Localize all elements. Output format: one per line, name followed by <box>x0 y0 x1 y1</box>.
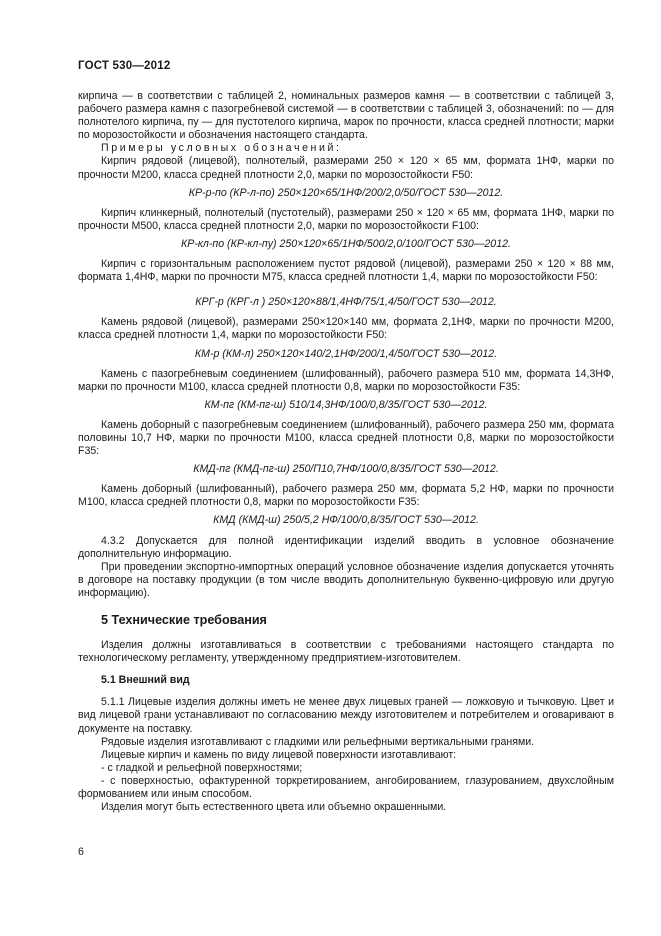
list-item: - с гладкой и рельефной поверхностями; <box>101 761 303 774</box>
paragraph: Изделия должны изготавливаться в соответствии с требованиями настоящего стандарта по технологическому регламенту, утвержденному предприятием-изготовителем. <box>78 639 614 665</box>
page-number: 6 <box>78 846 84 858</box>
paragraph: Изделия могут быть естественного цвета или объемно окрашенными. <box>101 801 447 814</box>
example-text: Кирпич рядовой (лицевой), полнотелый, размерами 250 × 120 × 65 мм, формата 1НФ, марки по прочности М200, класса средней плотности 2,0, марки по морозостойкости F50: <box>78 155 614 181</box>
examples-heading: Примеры условных обозначений: <box>101 142 342 155</box>
subsection-heading: 5.1 Внешний вид <box>101 674 190 687</box>
example-code: КМД-пг (КМД-пг-ш) 250/П10,7НФ/100/0,8/35/ГОСТ 530—2012. <box>193 463 499 476</box>
example-code: КР-р-по (КР-л-по) 250×120×65/1НФ/200/2,0/50/ГОСТ 530—2012. <box>188 186 504 199</box>
example-text: Камень доборный с пазогребневым соединением (шлифованный), рабочего размера 250 мм, формата половины 10,7 НФ, марки по прочности М100, класса средней плотности 0,8, марки по морозостойкости F35: <box>78 418 614 458</box>
example-text: Камень доборный (шлифованный), рабочего размера 250 мм, формата 5,2 НФ, марки по прочности М100, класса средней плотности 0,8, марки по морозостойкости F35: <box>78 483 614 509</box>
section-heading: 5 Технические требования <box>101 613 267 627</box>
clause-5-1-1: 5.1.1 Лицевые изделия должны иметь не менее двух лицевых граней — ложковую и тычковую. Цвет и вид лицевой грани устанавливают по согласованию между изготовителем и потребителем и оговаривают в документе на поставку. <box>78 696 614 735</box>
example-text: Камень с пазогребневым соединением (шлифованный), рабочего размера 510 мм, формата 14,3НФ, марки по прочности М100, класса средней плотности 0,8, марки по морозостойкости F35: <box>78 367 614 393</box>
example-code: КР-кл-по (КР-кл-пу) 250×120×65/1НФ/500/2,0/100/ГОСТ 530—2012. <box>181 237 511 250</box>
paragraph: При проведении экспортно-импортных операций условное обозначение изделия допускается уточнять в договоре на поставку продукции (в том числе вводить дополнительную буквенно-цифровую или другую информацию). <box>78 560 614 599</box>
paragraph: Рядовые изделия изготавливают с гладкими или рельефными вертикальными гранями. <box>101 735 535 748</box>
clause-4-3-2: 4.3.2 Допускается для полной идентификации изделий вводить в условное обозначение дополнительную информацию. <box>78 534 614 560</box>
list-item: - с поверхностью, офактуренной торкретированием, ангобированием, глазурованием, двухслойным формованием или иным способом. <box>78 774 614 801</box>
example-code: КМД (КМД-ш) 250/5,2 НФ/100/0,8/35/ГОСТ 530—2012. <box>213 514 479 527</box>
example-code: КМ-р (КМ-л) 250×120×140/2,1НФ/200/1,4/50/ГОСТ 530—2012. <box>194 347 498 360</box>
example-text: Кирпич с горизонтальным расположением пустот рядовой (лицевой), размерами 250 × 120 × 88 мм, формата 1,4НФ, марки по прочности М75, класса средней плотности 1,4, марки по морозостойкости F50: <box>78 258 614 284</box>
example-text: Камень рядовой (лицевой), размерами 250×120×140 мм, формата 2,1НФ, марки по прочности М200, класса средней плотности 1,4, марки по морозостойкости F50: <box>78 316 614 342</box>
document-body <box>78 90 614 814</box>
example-text: Кирпич клинкерный, полнотелый (пустотелый), размерами 250 × 120 × 65 мм, формата 1НФ, марки по прочности М500, класса средней плотности 2,0, марки по морозостойкости F100: <box>78 206 614 232</box>
paragraph: кирпича — в соответствии с таблицей 2, номинальных размеров камня — в соответствии с таблицей 3, рабочего размера камня с пазогребневой системой — в соответствии с таблицей 3, обозначений: по — для полнотелого кирпича, пу — для пустотелого кирпича, марок по прочности, класса средней плотности; марки по морозостойкости и обозначения настоящего стандарта. <box>78 90 614 142</box>
paragraph: Лицевые кирпич и камень по виду лицевой поверхности изготавливают: <box>101 748 457 761</box>
document-header: ГОСТ 530—2012 <box>78 60 171 72</box>
example-code: КМ-пг (КМ-пг-ш) 510/14,3НФ/100/0,8/35/ГОСТ 530—2012. <box>204 398 488 411</box>
example-code: КРГ-р (КРГ-л ) 250×120×88/1,4НФ/75/1,4/50/ГОСТ 530—2012. <box>195 296 497 309</box>
